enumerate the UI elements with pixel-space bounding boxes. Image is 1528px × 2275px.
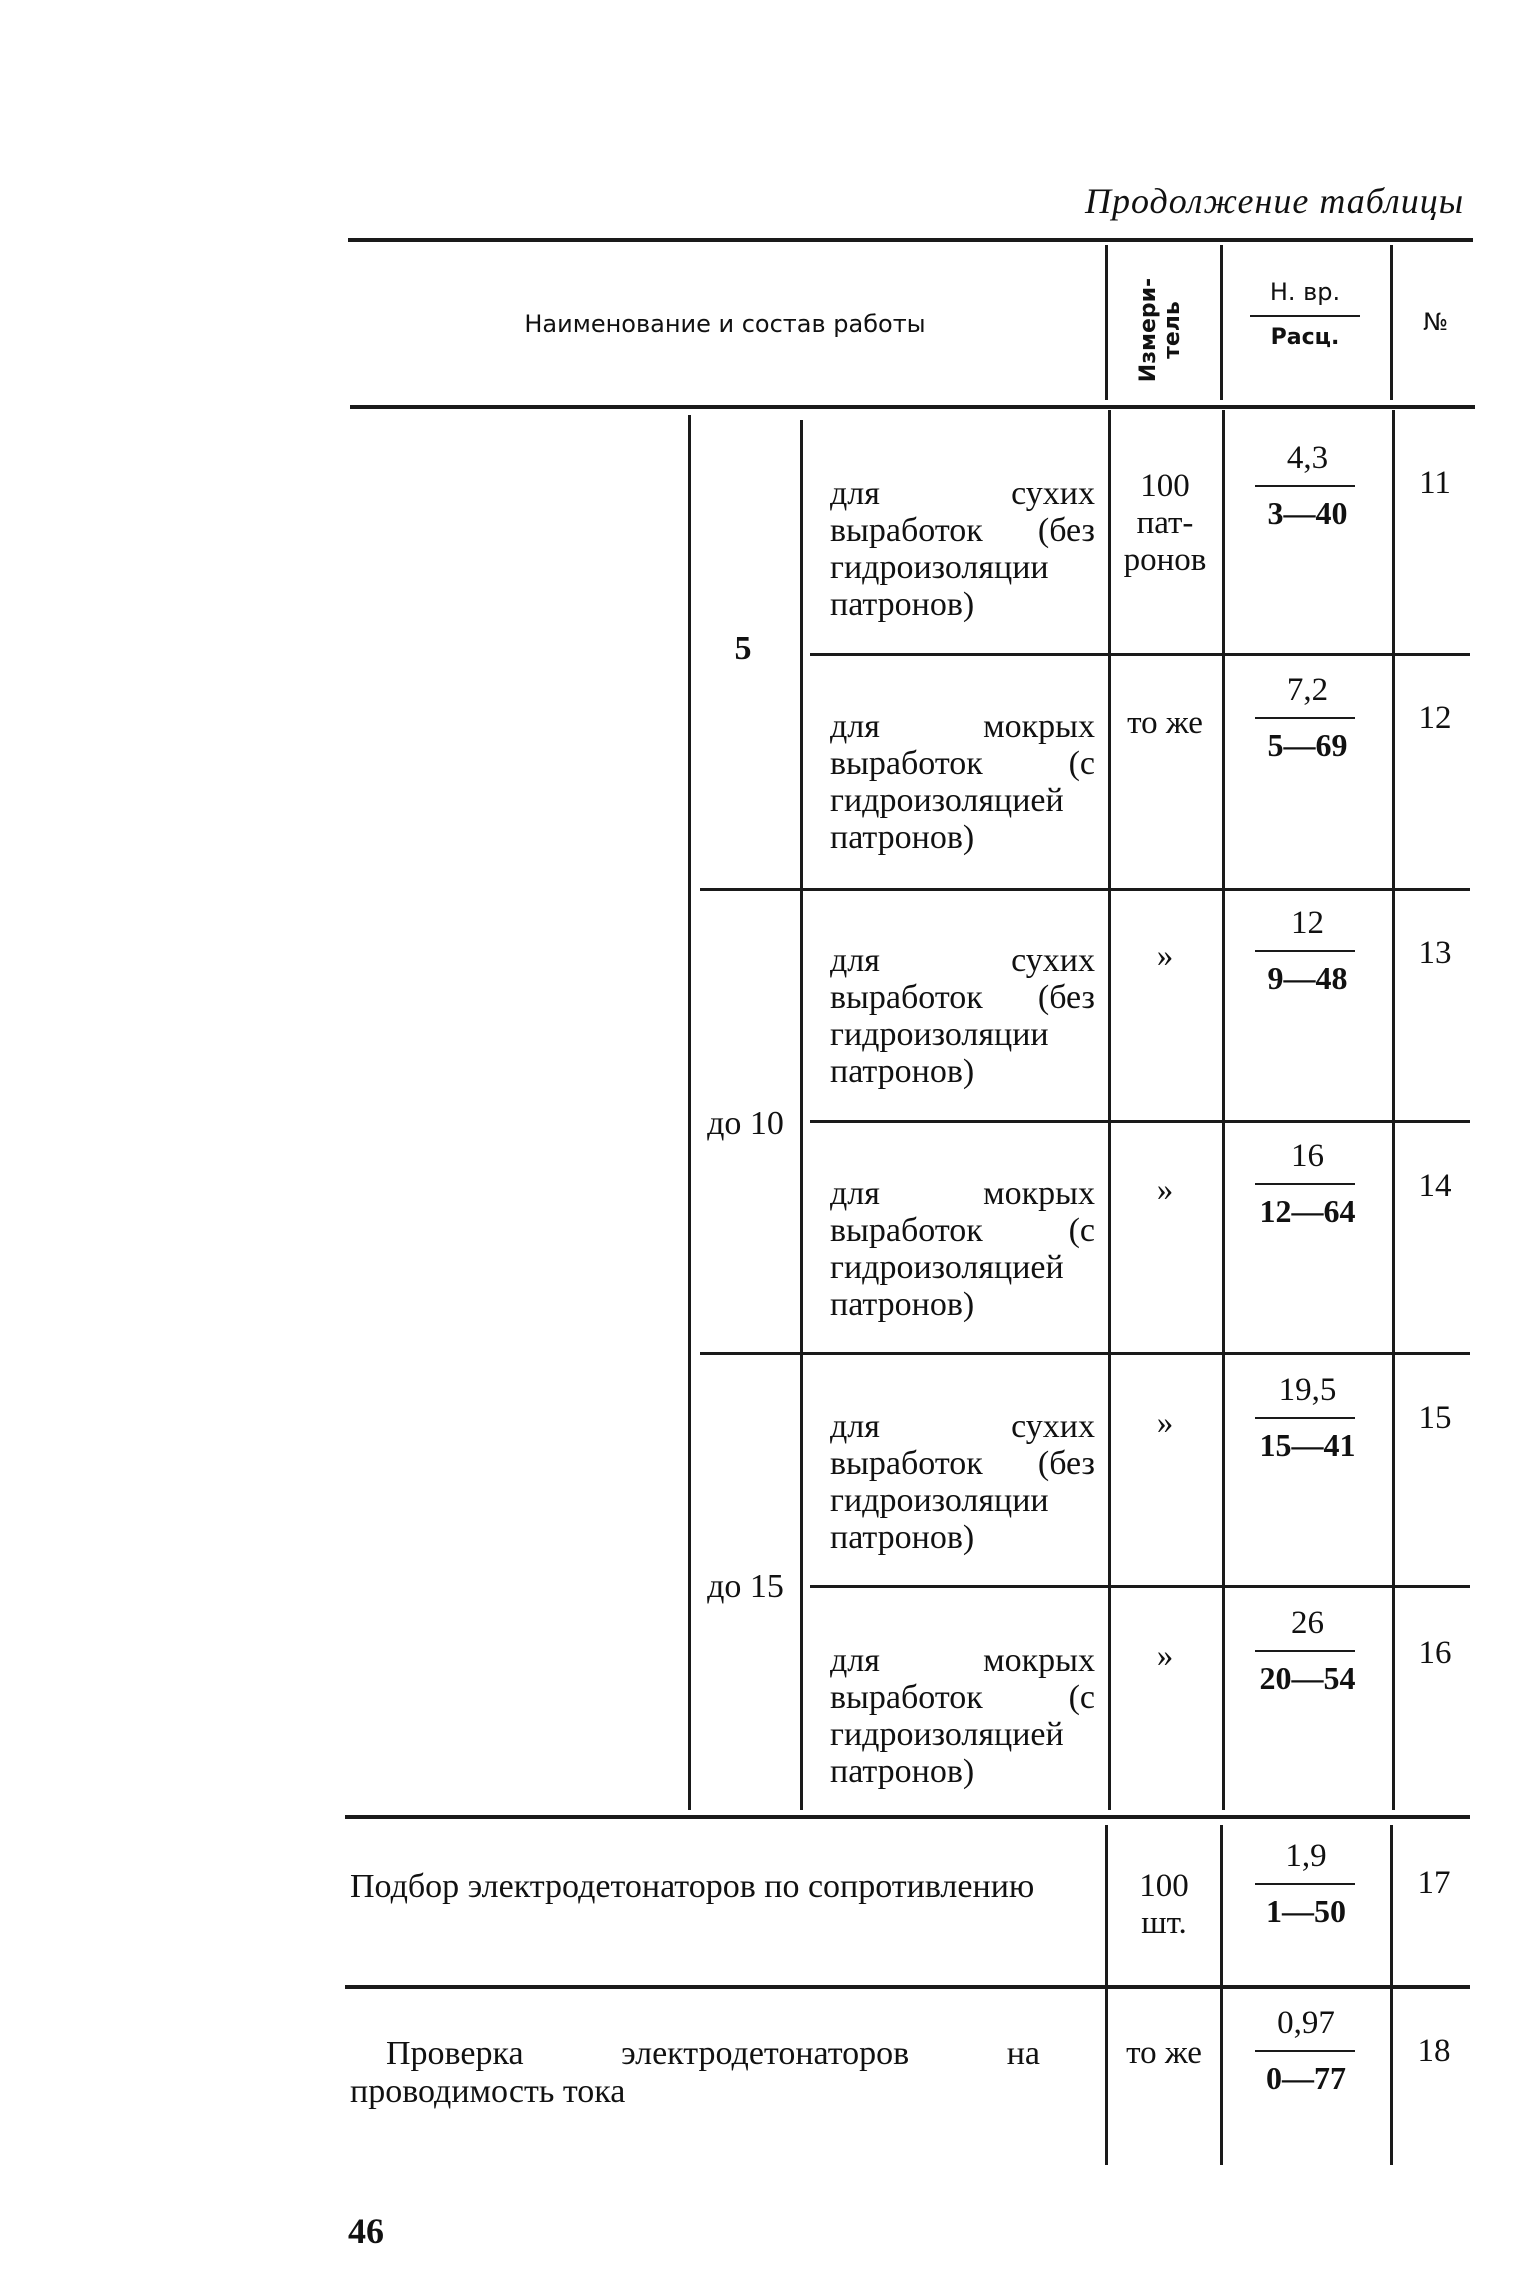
- row-number: 16: [1418, 1635, 1452, 1671]
- norm-time: 1,9: [1285, 1838, 1327, 1874]
- header-unit-column: Измери- тель: [1136, 277, 1185, 383]
- table-row-unit: 100 пат- ронов: [1123, 468, 1207, 578]
- norm-rate: 1—50: [1266, 1893, 1346, 1929]
- group-sep-2: [700, 1352, 1470, 1355]
- header-divider-2: [1220, 245, 1223, 400]
- table-row-description: для мокрых выработок (с гидроизоляцией патронов): [830, 708, 1095, 856]
- work-description: Подбор электродетонаторов по сопротивлению: [350, 1868, 1035, 1905]
- header-fraction-line: [1250, 315, 1360, 317]
- norm-rate: 12—64: [1259, 1193, 1356, 1229]
- table-row-unit: »: [1156, 938, 1174, 974]
- header-number-column: №: [1423, 308, 1448, 336]
- norm-left-border-lower: [1220, 1825, 1223, 2165]
- norm-time: 4,3: [1286, 440, 1329, 476]
- header-norm-time: Н. вр.: [1269, 278, 1341, 306]
- norm-rate: 20—54: [1259, 1660, 1356, 1696]
- header-name-column: Наименование и состав работы: [524, 310, 926, 338]
- table-row-unit: »: [1156, 1172, 1174, 1208]
- section-sep-1: [345, 1815, 1470, 1819]
- norm-rate: 3—40: [1267, 495, 1348, 531]
- norm-time: 26: [1291, 1605, 1324, 1641]
- norm-time: 19,5: [1278, 1372, 1337, 1408]
- work-unit: 100 шт.: [1139, 1868, 1189, 1941]
- num-left-border: [1392, 410, 1395, 1810]
- norm-left-border: [1222, 410, 1225, 1810]
- table-row-unit: »: [1156, 1638, 1174, 1674]
- fraction-line: [1255, 717, 1355, 719]
- norm-time: 0,97: [1277, 2005, 1335, 2041]
- table-row-description: для сухих выработок (без гидроизоляции патронов): [830, 1408, 1095, 1556]
- group-label: до 15: [707, 1568, 784, 1605]
- table-top-rule: [348, 238, 1473, 242]
- row-sep-2: [810, 1120, 1470, 1123]
- norm-time: 7,2: [1286, 672, 1329, 708]
- row-sep-1: [810, 653, 1470, 656]
- row-sep-3: [810, 1585, 1470, 1588]
- group-label: 5: [734, 630, 752, 667]
- fraction-line: [1255, 2050, 1355, 2052]
- unit-left-border: [1108, 410, 1111, 1810]
- work-description: Проверка электродетонаторов на проводимость тока: [350, 2035, 1040, 2110]
- row-number: 18: [1417, 2033, 1451, 2069]
- table-row-description: для сухих выработок (без гидроизоляции патронов): [830, 475, 1095, 623]
- fraction-line: [1255, 1183, 1355, 1185]
- header-bottom-rule: [350, 405, 1475, 409]
- norm-time: 16: [1291, 1138, 1324, 1174]
- table-row-unit: то же: [1127, 705, 1203, 741]
- work-unit: то же: [1126, 2035, 1202, 2071]
- page-number: 46: [348, 2211, 384, 2251]
- norm-rate: 9—48: [1267, 960, 1348, 996]
- fraction-line: [1255, 950, 1355, 952]
- row-number: 13: [1418, 935, 1452, 971]
- norm-rate: 15—41: [1259, 1427, 1356, 1463]
- group-left-border: [688, 415, 691, 1810]
- table-row-description: для мокрых выработок (с гидроизоляцией патронов): [830, 1175, 1095, 1323]
- row-number: 11: [1419, 465, 1451, 501]
- row-number: 15: [1418, 1400, 1452, 1436]
- table-row-description: для мокрых выработок (с гидроизоляцией патронов): [830, 1642, 1095, 1790]
- row-number: 17: [1417, 1865, 1451, 1901]
- row-number: 12: [1418, 700, 1452, 736]
- text-left-border: [800, 420, 803, 1810]
- norm-time: 12: [1291, 905, 1324, 941]
- header-divider-1: [1105, 245, 1108, 400]
- fraction-line: [1255, 1650, 1355, 1652]
- table-continuation-caption: Продолжение таблицы: [1085, 181, 1465, 221]
- row-number: 14: [1418, 1168, 1452, 1204]
- table-row-unit: »: [1156, 1405, 1174, 1441]
- fraction-line: [1255, 485, 1355, 487]
- group-sep-1: [700, 888, 1470, 891]
- header-norm-rate: Расц.: [1270, 325, 1340, 350]
- group-label: до 10: [707, 1105, 784, 1142]
- norm-rate: 0—77: [1266, 2060, 1346, 2096]
- section-sep-2: [345, 1985, 1470, 1989]
- fraction-line: [1255, 1883, 1355, 1885]
- fraction-line: [1255, 1417, 1355, 1419]
- table-row-description: для сухих выработок (без гидроизоляции патронов): [830, 942, 1095, 1090]
- norm-rate: 5—69: [1267, 727, 1348, 763]
